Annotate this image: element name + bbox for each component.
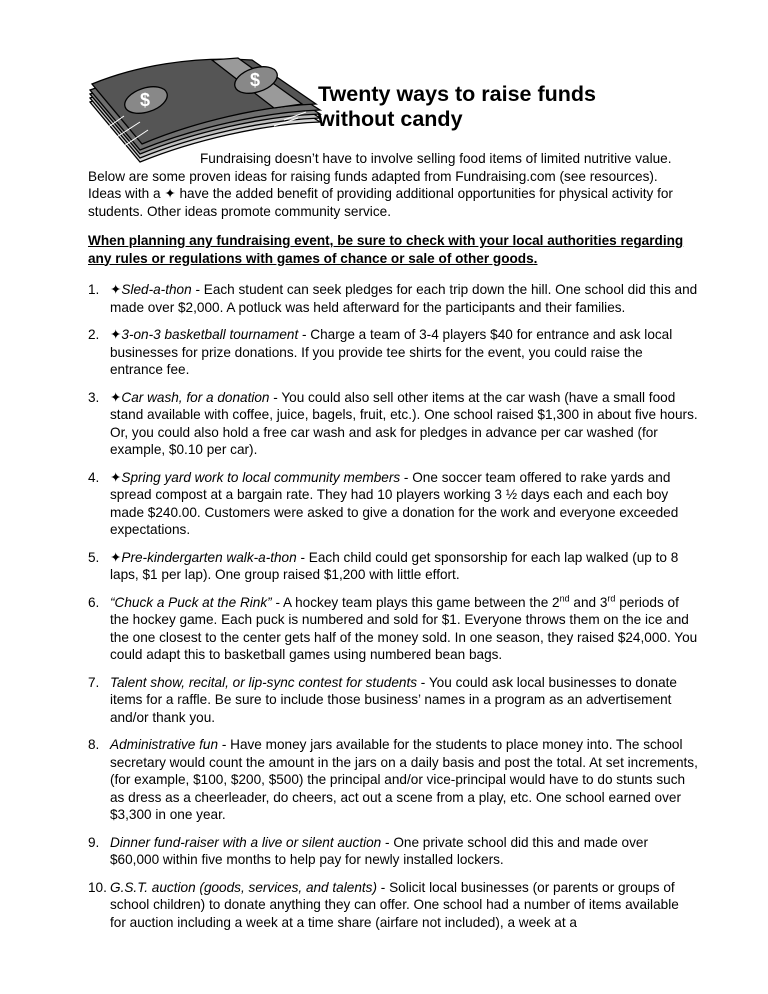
idea-name: Talent show, recital, or lip-sync contest for students (110, 674, 418, 690)
idea-name: Sled-a-thon (121, 282, 192, 297)
idea-name: Administrative fun (110, 737, 219, 752)
svg-text:$: $ (250, 70, 261, 90)
title-line-2: without candy (318, 107, 463, 131)
idea-description-part-3: periods of the hockey game. Each puck is numbered and sold for $1. Everyone throws them on the ice and the one closest to the center gets half of the money sold. In one season, they raised $24,000. You could adapt this to basketball games using numbered bean bags. (110, 594, 698, 662)
list-item (88, 549, 698, 584)
list-item (88, 594, 698, 664)
idea-description: - Each child could get sponsorship for each lap walked (up to 8 laps, $1 per lap). One group raised $1,200 with little effort. (110, 549, 679, 582)
list-item (88, 674, 698, 727)
list-item (88, 389, 698, 459)
list-item (88, 879, 698, 932)
item-number: 10. (88, 879, 107, 895)
idea-description: - Have money jars available for the students to place money into. The school secretary would count the amount in the jars on a daily basis and post the total. At set increments, (for example, $100, $200, $500) the principal and/or vice-principal would have to do stunts such as dress as a cheerleader, do cheers, act out a scene from a play, etc. One school earned over $3,300 in one year. (110, 737, 698, 822)
page-title (318, 82, 738, 132)
star-icon: ✦ (164, 186, 176, 201)
list-item (88, 736, 698, 824)
idea-description: - Charge a team of 3-4 players $40 for entrance and ask local businesses for prize donations. If you provide tee shirts for the event, you could raise the entrance fee. (110, 327, 673, 377)
star-icon: ✦ (110, 469, 122, 485)
star-icon: ✦ (110, 549, 122, 565)
item-number: 8. (88, 737, 100, 752)
item-number: 5. (88, 549, 100, 565)
item-number: 1. (88, 282, 100, 297)
list-item (88, 281, 698, 316)
idea-description-part-1: - A hockey team plays this game between the 2 (271, 594, 560, 610)
idea-name: Pre-kindergarten walk-a-thon (121, 549, 297, 565)
idea-description: - One private school did this and made over $60,000 within five months to help pay for newly installed lockers. (110, 834, 648, 867)
idea-name: Dinner fund-raiser with a live or silent auction (110, 834, 382, 850)
item-number: 2. (88, 327, 100, 342)
svg-text:$: $ (140, 90, 151, 110)
intro-tail-text: have the added benefit of providing additional opportunities for physical activity for students. Other ideas promote community service. (88, 186, 673, 219)
star-icon: ✦ (110, 282, 122, 297)
ideas-list (88, 281, 698, 941)
title-line-1: Twenty ways to raise funds (318, 82, 596, 106)
intro-paragraph (88, 150, 688, 220)
warning-notice (88, 232, 688, 267)
star-icon: ✦ (110, 389, 122, 405)
list-item (88, 469, 698, 539)
idea-description: - You could also sell other items at the car wash (have a small food stand available with coffee, juice, bagels, fruit, etc.). One school raised $1,300 in about five hours. Or, you could also hold a free car wash and ask for pledges in advance per car washed (for example, $0.10 per car). (110, 389, 698, 457)
idea-description: - One soccer team offered to rake yards and spread compost at a bargain rate. They had 10 players working 3 ½ days each and each boy made $240.00. Customers were asked to give a donation for the work and everyone exceeded expectations. (110, 469, 679, 537)
ordinal-suffix: rd (607, 592, 616, 603)
ordinal-suffix: nd (559, 592, 570, 603)
idea-name: G.S.T. auction (goods, services, and talents) (110, 879, 377, 895)
item-number: 9. (88, 834, 100, 850)
idea-description: - Each student can seek pledges for each trip down the hill. One school did this and made over $2,000. A potluck was held afterward for the participants and their families. (110, 282, 698, 315)
list-item (88, 834, 698, 869)
intro-lead-text: Fundraising doesn’t have to involve selling food items of limited nutritive value. Below are some proven ideas for raising funds adapted from Fundraising.com (see resources). Ideas with a (88, 151, 672, 201)
item-number: 7. (88, 674, 100, 690)
idea-name: Car wash, for a donation (121, 389, 270, 405)
item-number: 4. (88, 469, 100, 485)
warning-period: . (533, 250, 538, 266)
item-number: 6. (88, 594, 100, 610)
idea-name: “Chuck a Puck at the Rink” (110, 594, 272, 610)
idea-description: - You could ask local businesses to donate items for a raffle. Be sure to include those business’ names in a program as an advertisement and/or thank you. (110, 674, 677, 725)
list-item (88, 326, 698, 379)
star-icon: ✦ (110, 327, 122, 342)
idea-description-part-2: and 3 (569, 594, 608, 610)
item-number: 3. (88, 389, 100, 405)
idea-name: 3-on-3 basketball tournament (121, 327, 299, 342)
idea-name: Spring yard work to local community members (121, 469, 401, 485)
warning-text: When planning any fundraising event, be sure to check with your local authorities regarding any rules or regulations with games of chance or sale of other goods (88, 233, 684, 266)
idea-description: - Solicit local businesses (or parents or groups of school children) to donate anything they can offer. One school had a number of items available for auction including a week at a time share (airfare not included), a week at a (110, 879, 679, 930)
